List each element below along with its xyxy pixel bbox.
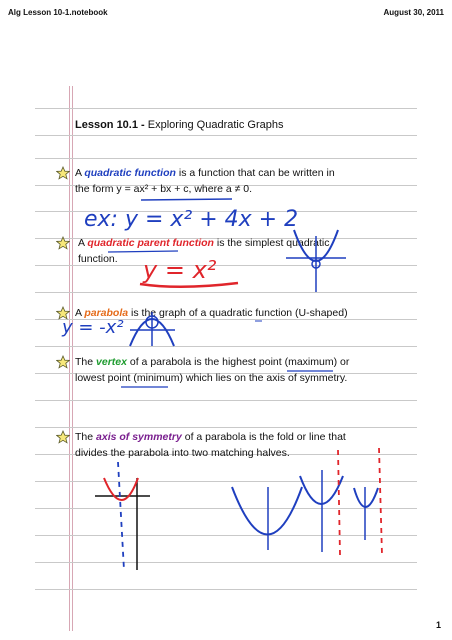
definition-text: of a parabola is the fold or line that [181,431,346,443]
definition-prefix: A [78,237,88,249]
axis-sketch-left [95,462,150,570]
term-quadratic-parent-function: quadratic parent function [87,237,214,249]
underline-mark [108,251,178,252]
lesson-topic: Exploring Quadratic Graphs [144,119,284,131]
definition-prefix: A [75,167,85,179]
handwritten-example: ex: y = x² + 4x + 2 [84,207,299,232]
notebook-title: Alg Lesson 10-1.notebook [8,8,108,17]
definition-text: is the simplest quadratic [213,237,330,249]
axis-sketch-right [232,448,382,555]
definition-text: divides the parabola into two matching halves. [75,447,290,459]
term-quadratic-function: quadratic function [84,167,176,179]
definition-text: is a function that can be written in [175,167,335,179]
lesson-number: Lesson 10.1 - [75,119,145,131]
handwritten-negative-parent: y = -x² [62,317,124,338]
definition-text: of a parabola is the highest point (maximum) or [126,356,350,368]
definition-prefix: A [75,307,85,319]
definition-prefix: The [75,356,97,368]
parent-parabola-graph [286,230,346,292]
handwritten-parent-function: y = x² [143,256,217,284]
definition-text: is the graph of a quadratic function (U-shaped) [128,307,348,319]
notebook-date: August 30, 2011 [383,8,444,17]
definition-text: the form y = ax² + bx + c, where a ≠ 0. [75,183,253,195]
underline-mark [141,199,232,200]
definition-prefix: The [75,431,97,443]
term-axis-of-symmetry: axis of symmetry [96,431,182,443]
definition-text: function. [78,253,118,265]
downward-parabola-graph [130,312,175,346]
definition-text: lowest point (minimum) which lies on the axis of symmetry. [75,372,348,384]
term-parabola: parabola [84,307,129,319]
page-number: 1 [435,620,441,630]
term-vertex: vertex [96,356,127,368]
